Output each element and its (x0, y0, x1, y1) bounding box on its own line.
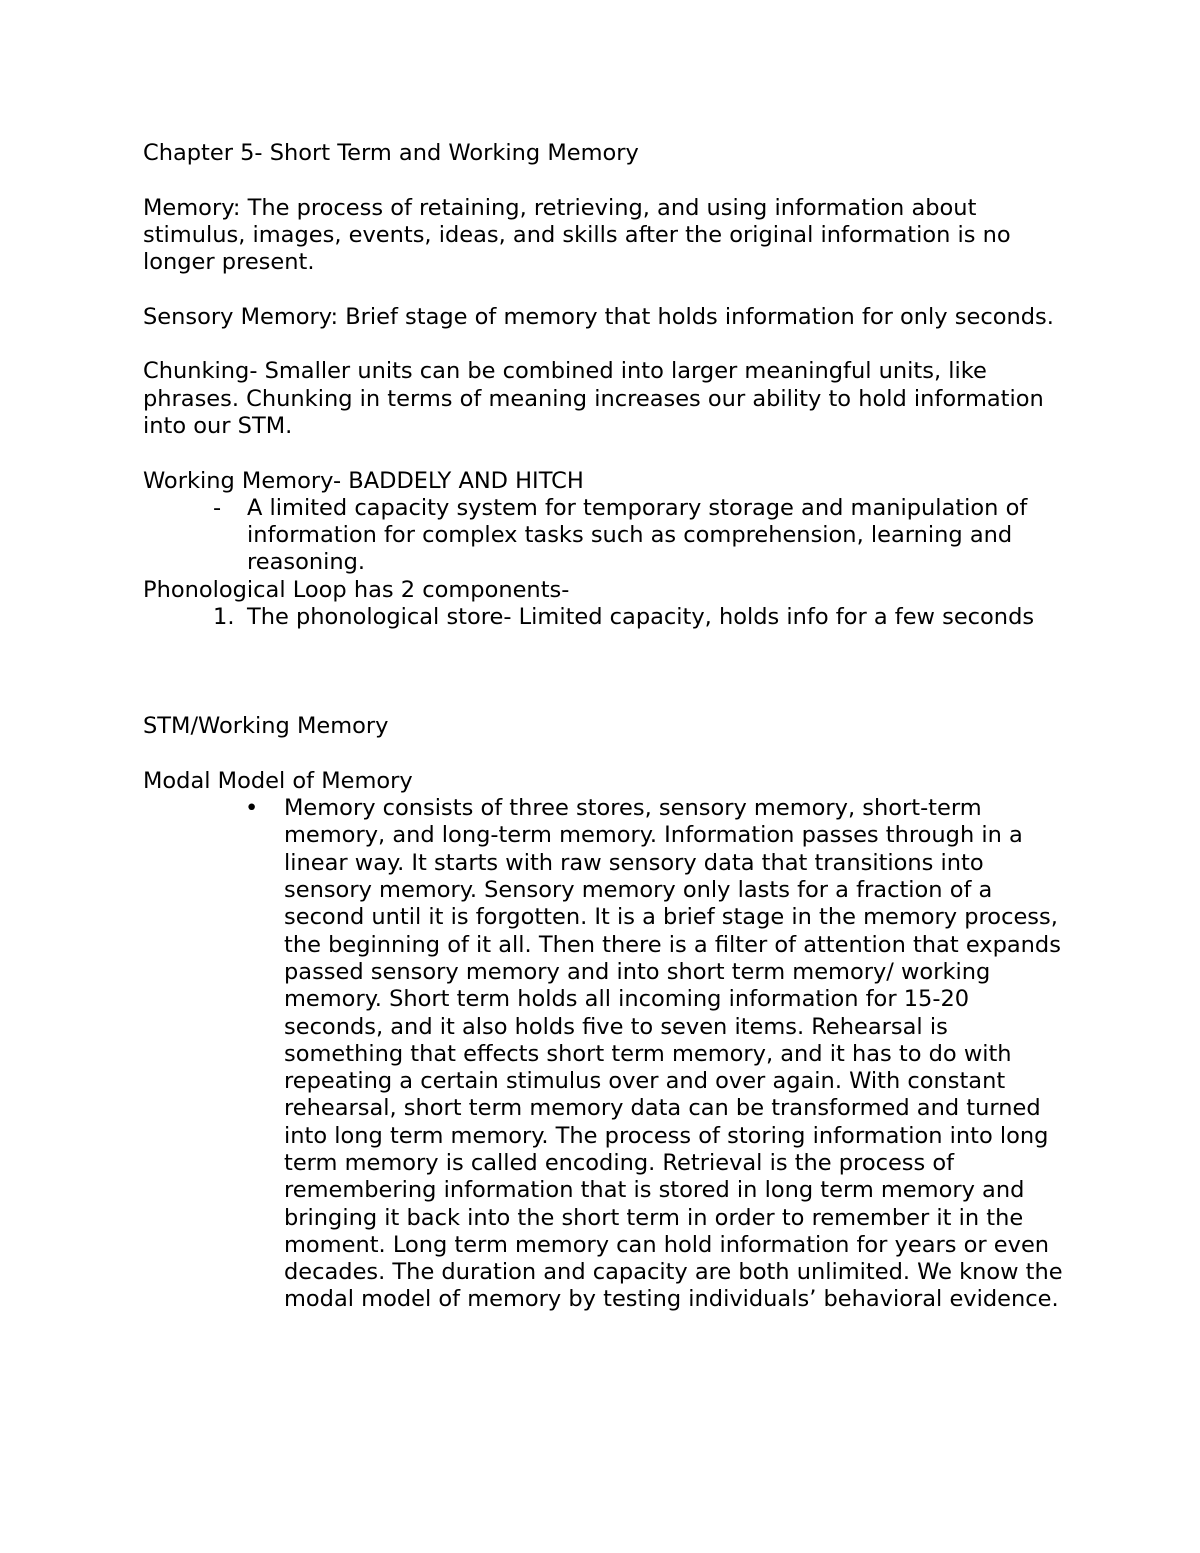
working-memory-heading: Working Memory- BADDELY AND HITCH (143, 467, 584, 494)
modal-model-list (143, 795, 1063, 1314)
list-item (143, 604, 1063, 631)
sensory-memory-definition: Sensory Memory: Brief stage of memory that holds information for only seconds. (143, 303, 1054, 330)
working-memory-list (143, 495, 1063, 577)
stm-working-memory-heading: STM/Working Memory (143, 713, 389, 740)
dash-marker: - (213, 494, 222, 521)
document-title: Chapter 5- Short Term and Working Memory (143, 140, 639, 166)
phonological-loop-heading: Phonological Loop has 2 components- (143, 576, 570, 603)
list-item-text: Memory consists of three stores, sensory memory, short-term memory, and long-term memory. Information passes through in a linear way. It starts with raw sensory data that transitions into sensory memory. Sensory memory only lasts for a fraction of a second until it is forgotten. It is a brief stage in the memory process, the beginning of it all. Then there is a filter of attention that expands passed sensory memory and into short term memory/ working memory. Short term holds all incoming information for 15-20 seconds, and it also holds five to seven items. Rehearsal is something that effects short term memory, and it has to do with repeating a certain stimulus over and over again. With constant rehearsal, short term memory data can be transformed and turned into long term memory. The process of storing information into long term memory is called encoding. Retrieval is the process of remembering information that is stored in long term memory and bringing it back into the short term in order to remember it in the moment. Long term memory can hold information for years or even decades. The duration and capacity are both unlimited. We know the modal model of memory by testing individuals’ behavioral evidence. (284, 795, 1063, 1313)
list-item (143, 795, 1063, 1314)
list-item-text: The phonological store- Limited capacity, holds info for a few seconds (247, 604, 1035, 631)
modal-model-heading: Modal Model of Memory (143, 767, 413, 794)
phonological-loop-list (143, 604, 1063, 631)
memory-definition: Memory: The process of retaining, retrieving, and using information about stimulus, images, events, ideas, and skills after the original information is no longer present. (143, 194, 1011, 276)
document-page (143, 140, 1063, 1314)
number-marker: 1. (213, 604, 235, 631)
bullet-marker: • (245, 795, 259, 822)
list-item-text: A limited capacity system for temporary storage and manipulation of information for complex tasks such as comprehension, learning and reasoning. (247, 494, 1028, 576)
list-item (143, 495, 1063, 577)
chunking-definition: Chunking- Smaller units can be combined into larger meaningful units, like phrases. Chunking in terms of meaning increases our ability to hold information into our STM. (143, 358, 1044, 439)
